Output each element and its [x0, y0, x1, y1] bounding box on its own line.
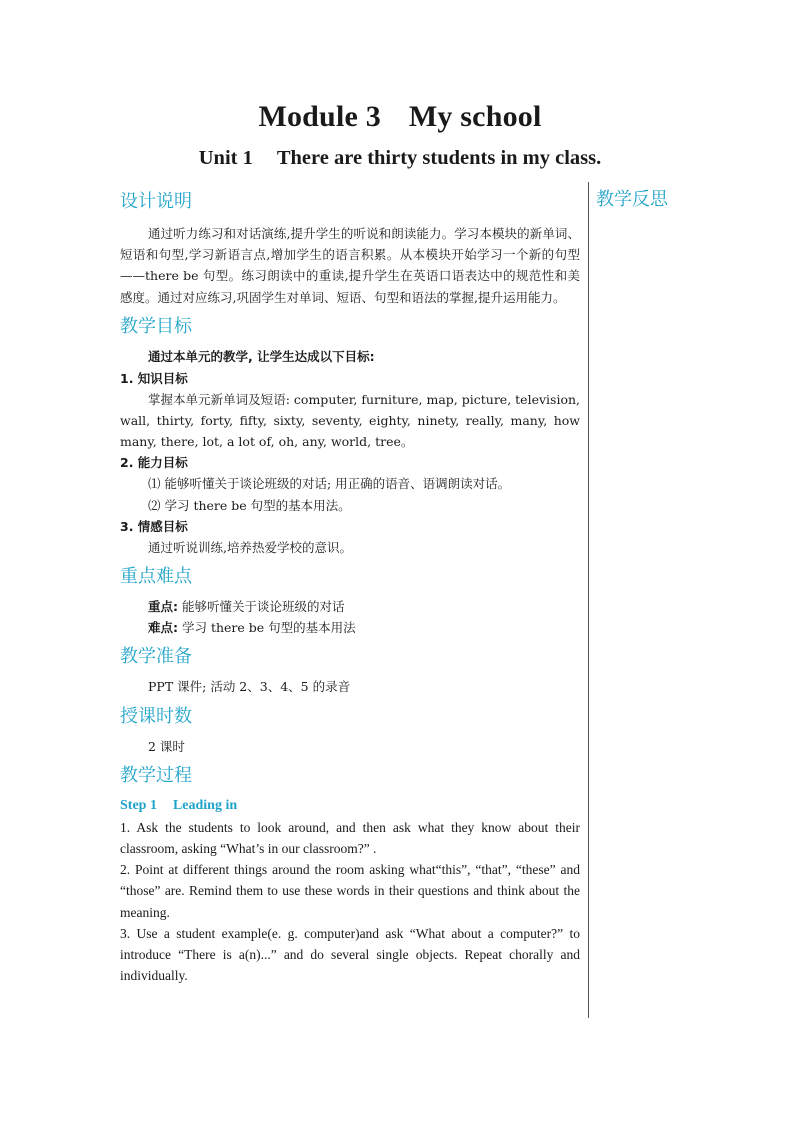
module-title [0, 100, 800, 134]
difficulty-label: 难点: [148, 620, 178, 636]
unit-name: There are thirty students in my class. [276, 147, 602, 169]
main-column [120, 185, 580, 986]
goals-heading: 教学目标 [120, 315, 192, 337]
module-name: My school [408, 100, 542, 133]
prep-heading: 教学准备 [120, 646, 192, 668]
ability-goal-2: ⑵ 学习 there be 句型的基本用法。 [148, 497, 351, 513]
list-item: 3. Use a student example(e. g. computer)and ask “What about a computer?” to introduce “There is a(n)...” and do several single objects. Repeat chorally and individually. [120, 925, 580, 984]
list-item: 2. Point at different things around the room asking what“this”, “that”, “these” and “those” are. Remind them to use these words in their questions and think about the meaning. [120, 862, 580, 920]
goals-lead: 通过本单元的教学, 让学生达成以下目标: [148, 348, 375, 364]
step-1-heading [120, 795, 580, 817]
design-heading: 设计说明 [120, 191, 192, 212]
hours-heading: 授课时数 [120, 705, 192, 727]
emotion-goal-title: 3. 情感目标 [120, 518, 188, 534]
hours-text: 2 课时 [148, 738, 185, 754]
focus-text: 能够听懂关于谈论班级的对话 [178, 599, 345, 615]
focus-line [120, 596, 580, 617]
column-divider [588, 182, 589, 1018]
ability-goal-1: ⑴ 能够听懂关于谈论班级的对话; 用正确的语音、语调朗读对话。 [148, 476, 511, 492]
prep-text: PPT 课件; 活动 2、3、4、5 的录音 [148, 679, 351, 695]
module-number: Module 3 [258, 100, 381, 133]
step-name: Leading in [172, 797, 238, 813]
process-heading: 教学过程 [120, 764, 192, 786]
knowledge-goal-title: 1. 知识目标 [120, 370, 188, 386]
difficulty-text: 学习 there be 句型的基本用法 [178, 620, 356, 636]
key-points-heading: 重点难点 [120, 566, 192, 588]
step-1-items [120, 817, 580, 987]
unit-title [0, 147, 800, 170]
focus-label: 重点: [148, 599, 178, 615]
design-text: 通过听力练习和对话演练,提升学生的听说和朗读能力。学习本模块的新单词、短语和句型,学习新语言点,增加学生的语言积累。从本模块开始学习一个新的句型——there be 句型。练习朗读中的重读,提升学生在英语口语表达中的规范性和美感度。通过对应练习,巩固学生对单词、短语、句型和语法的掌握,提升运用能力。 [120, 226, 580, 305]
emotion-goal-text: 通过听说训练,培养热爱学校的意识。 [148, 539, 352, 555]
difficulty-line [120, 617, 580, 638]
list-item: 1. Ask the students to look around, and then ask what they know about their classroom, asking “What’s in our classroom?” . [120, 819, 580, 857]
knowledge-goal-text: 掌握本单元新单词及短语: computer, furniture, map, picture, television, wall, thirty, forty, fifty, sixty, seventy, eighty, ninety, really, many, how many, there, lot, a lot of, oh, any, world, tree。 [120, 391, 580, 450]
unit-number: Unit 1 [198, 147, 253, 169]
ability-goal-title: 2. 能力目标 [120, 455, 188, 471]
reflection-heading: 教学反思 [596, 189, 668, 210]
step-label: Step 1 [120, 797, 157, 813]
